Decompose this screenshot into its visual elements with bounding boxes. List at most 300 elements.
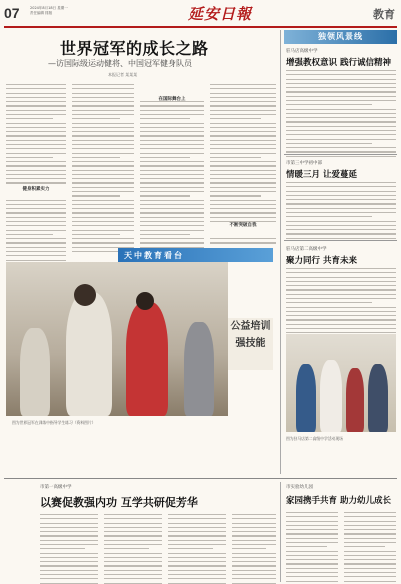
- text-line: [210, 217, 276, 218]
- text-line: [140, 170, 204, 171]
- text-line: [40, 574, 98, 575]
- text-line: [286, 87, 396, 88]
- text-line: [286, 572, 338, 573]
- text-line: [232, 578, 276, 579]
- right-divider-2: [284, 240, 397, 241]
- article-column-2: [72, 84, 134, 255]
- text-line: [168, 565, 226, 566]
- text-line: [286, 302, 372, 303]
- text-line: [286, 83, 396, 84]
- text-line: [286, 186, 396, 187]
- text-line: [286, 182, 396, 183]
- text-line: [168, 561, 226, 562]
- text-line: [286, 216, 372, 217]
- text-line: [72, 157, 120, 158]
- text-line: [6, 204, 66, 205]
- text-line: [210, 204, 276, 205]
- right-item-2-title: 情暖三月 让爱蔓延: [286, 170, 357, 180]
- text-line: [6, 135, 66, 136]
- text-line: [286, 307, 396, 308]
- text-line: [286, 328, 396, 329]
- text-line: [104, 527, 162, 528]
- text-line: [104, 518, 162, 519]
- date-line: 2024年8月18日 星期一 责任编辑 排版: [30, 6, 68, 15]
- text-line: [286, 525, 338, 526]
- text-line: [286, 79, 396, 80]
- text-line: [6, 127, 66, 128]
- text-line: [286, 126, 396, 127]
- text-line: [104, 553, 162, 554]
- text-line: [286, 109, 396, 110]
- text-line: [104, 570, 162, 571]
- newspaper-logo: 延安日報: [188, 5, 253, 23]
- text-line: [286, 96, 396, 97]
- text-line: [286, 130, 396, 131]
- text-line: [286, 319, 396, 320]
- text-line: [6, 170, 66, 171]
- text-line: [6, 84, 66, 85]
- text-line: [140, 242, 204, 243]
- text-line: [72, 88, 134, 89]
- text-line: [40, 527, 98, 528]
- text-line: [286, 147, 396, 148]
- text-line: [140, 123, 204, 124]
- text-line: [168, 548, 213, 549]
- text-line: [6, 255, 66, 256]
- text-line: [286, 156, 396, 157]
- main-subhead: —访国际级运动健将、中国冠军健身队员: [48, 59, 192, 68]
- text-line: [286, 221, 396, 222]
- text-line: [344, 525, 396, 526]
- text-line: [72, 140, 134, 141]
- text-line: [140, 157, 190, 158]
- text-line: [140, 208, 204, 209]
- text-line: [140, 153, 204, 154]
- text-line: [72, 182, 134, 183]
- text-line: [72, 200, 134, 201]
- text-line: [286, 512, 338, 513]
- article-subtitle-1: 健身积累实力: [22, 187, 50, 192]
- text-line: [140, 187, 204, 188]
- text-line: [6, 178, 66, 179]
- text-line: [140, 238, 204, 239]
- text-line: [6, 165, 66, 166]
- text-line: [344, 546, 385, 547]
- text-line: [232, 544, 276, 545]
- right-column-photo: [286, 334, 396, 432]
- text-line: [210, 165, 276, 166]
- bottom-left-column-2: [104, 514, 162, 584]
- text-line: [286, 533, 338, 534]
- text-line: [6, 238, 66, 239]
- text-line: [40, 540, 98, 541]
- text-line: [286, 100, 396, 101]
- text-line: [344, 533, 396, 534]
- text-line: [286, 285, 396, 286]
- text-line: [72, 161, 134, 162]
- bottom-column-divider: [280, 482, 281, 582]
- text-line: [286, 538, 338, 539]
- text-line: [6, 97, 66, 98]
- text-line: [140, 221, 204, 222]
- text-line: [72, 174, 134, 175]
- text-line: [286, 268, 396, 269]
- text-line: [168, 570, 226, 571]
- text-line: [72, 144, 134, 145]
- text-line: [40, 514, 98, 515]
- text-line: [104, 574, 162, 575]
- bottom-left-column-3: [168, 514, 226, 584]
- text-line: [168, 535, 226, 536]
- text-line: [72, 178, 134, 179]
- text-line: [140, 200, 204, 201]
- text-line: [210, 148, 276, 149]
- text-line: [72, 195, 120, 196]
- right-item-1-text: [286, 70, 396, 160]
- text-line: [286, 324, 396, 325]
- text-line: [140, 114, 204, 115]
- text-line: [140, 140, 204, 141]
- right-item-3-text: [286, 268, 396, 337]
- text-line: [232, 531, 276, 532]
- text-line: [104, 514, 162, 515]
- text-line: [286, 576, 338, 577]
- text-line: [6, 247, 66, 248]
- text-line: [72, 191, 134, 192]
- text-line: [6, 260, 66, 261]
- text-line: [286, 151, 396, 152]
- text-line: [104, 548, 149, 549]
- text-line: [168, 574, 226, 575]
- bottom-left-column-4: [232, 514, 276, 584]
- text-line: [344, 581, 396, 582]
- text-line: [286, 143, 372, 144]
- text-line: [286, 229, 396, 230]
- text-line: [286, 294, 396, 295]
- text-line: [210, 105, 276, 106]
- text-line: [210, 88, 276, 89]
- section-label: 教育: [373, 8, 395, 21]
- text-line: [344, 521, 396, 522]
- text-line: [344, 542, 396, 543]
- text-line: [286, 281, 396, 282]
- text-line: [104, 540, 162, 541]
- text-line: [168, 540, 226, 541]
- text-line: [286, 559, 338, 560]
- right-item-1-title: 增强教权意识 践行诚信精神: [286, 58, 391, 68]
- text-line: [286, 529, 338, 530]
- text-line: [6, 200, 66, 201]
- text-line: [6, 101, 66, 102]
- text-line: [140, 230, 204, 231]
- text-line: [40, 548, 85, 549]
- text-line: [210, 195, 261, 196]
- text-line: [6, 110, 66, 111]
- text-line: [6, 217, 66, 218]
- text-line: [104, 565, 162, 566]
- text-line: [140, 135, 204, 136]
- text-line: [6, 93, 66, 94]
- text-line: [6, 157, 53, 158]
- text-line: [232, 523, 276, 524]
- text-line: [6, 88, 66, 89]
- text-line: [72, 217, 134, 218]
- text-line: [6, 161, 66, 162]
- text-line: [232, 548, 266, 549]
- text-line: [6, 225, 66, 226]
- text-line: [72, 148, 134, 149]
- text-line: [72, 234, 120, 235]
- text-line: [286, 298, 396, 299]
- text-line: [6, 234, 53, 235]
- text-line: [232, 570, 276, 571]
- text-line: [72, 127, 134, 128]
- text-line: [210, 140, 276, 141]
- text-line: [210, 93, 276, 94]
- text-line: [210, 144, 276, 145]
- text-line: [286, 315, 396, 316]
- text-line: [168, 557, 226, 558]
- text-line: [210, 182, 276, 183]
- main-byline: 本报记者 某某某: [108, 72, 138, 77]
- text-line: [40, 518, 98, 519]
- text-line: [40, 557, 98, 558]
- text-line: [210, 161, 276, 162]
- text-line: [210, 200, 276, 201]
- text-line: [168, 531, 226, 532]
- right-item-2-school: 市第三中学初中部: [286, 161, 322, 166]
- text-line: [286, 581, 338, 582]
- text-line: [286, 121, 396, 122]
- text-line: [286, 272, 396, 273]
- text-line: [286, 546, 327, 547]
- text-line: [72, 242, 134, 243]
- text-line: [104, 523, 162, 524]
- article-column-3: [140, 84, 204, 255]
- text-line: [140, 165, 204, 166]
- text-line: [72, 165, 134, 166]
- text-line: [210, 118, 261, 119]
- bottom-left-column-1: [40, 514, 98, 584]
- text-line: [286, 134, 396, 135]
- text-line: [40, 565, 98, 566]
- text-line: [72, 105, 134, 106]
- text-line: [210, 110, 276, 111]
- text-line: [286, 516, 338, 517]
- text-line: [140, 105, 204, 106]
- text-line: [232, 540, 276, 541]
- text-line: [72, 225, 134, 226]
- text-line: [232, 574, 276, 575]
- text-line: [6, 182, 66, 183]
- text-line: [344, 559, 396, 560]
- text-line: [168, 553, 226, 554]
- bottom-right-title: 家园携手共育 助力幼儿成长: [286, 496, 391, 506]
- text-line: [344, 555, 396, 556]
- text-line: [72, 84, 134, 85]
- text-line: [6, 208, 66, 209]
- text-line: [72, 97, 134, 98]
- text-line: [140, 212, 204, 213]
- text-line: [286, 191, 396, 192]
- text-line: [140, 161, 204, 162]
- text-line: [210, 97, 276, 98]
- right-item-3-title: 聚力同行 共育未来: [286, 256, 357, 266]
- text-line: [286, 91, 396, 92]
- text-line: [286, 225, 396, 226]
- text-line: [104, 544, 162, 545]
- text-line: [104, 535, 162, 536]
- text-line: [40, 578, 98, 579]
- text-line: [140, 118, 190, 119]
- text-line: [232, 553, 276, 554]
- text-line: [286, 568, 338, 569]
- text-line: [210, 135, 276, 136]
- text-line: [72, 135, 134, 136]
- right-item-2-text: [286, 182, 396, 242]
- text-line: [140, 131, 204, 132]
- text-line: [286, 195, 396, 196]
- text-line: [168, 578, 226, 579]
- text-line: [232, 535, 276, 536]
- text-line: [72, 230, 134, 231]
- text-line: [72, 153, 134, 154]
- text-line: [6, 114, 66, 115]
- text-line: [40, 561, 98, 562]
- text-line: [210, 238, 276, 239]
- text-line: [286, 521, 338, 522]
- text-line: [286, 233, 396, 234]
- text-line: [286, 139, 396, 140]
- text-line: [140, 144, 204, 145]
- text-line: [72, 170, 134, 171]
- text-line: [286, 113, 396, 114]
- main-headline: 世界冠军的成长之路: [60, 39, 209, 58]
- section-banner: 天中教育看台: [118, 248, 273, 262]
- text-line: [6, 230, 66, 231]
- text-line: [140, 195, 190, 196]
- text-line: [210, 187, 276, 188]
- text-line: [140, 174, 204, 175]
- text-line: [104, 531, 162, 532]
- text-line: [232, 557, 276, 558]
- right-photo-caption: 图为驻马店第二高级中学活动现场: [286, 436, 343, 441]
- text-line: [286, 208, 396, 209]
- text-line: [140, 148, 204, 149]
- text-line: [40, 553, 98, 554]
- text-line: [6, 242, 66, 243]
- text-line: [344, 563, 396, 564]
- article-subtitle-3: 不断突破自我: [229, 223, 257, 228]
- right-item-3-school: 驻马店第二高级中学: [286, 247, 327, 252]
- text-line: [140, 110, 204, 111]
- text-line: [286, 289, 396, 290]
- text-line: [140, 191, 204, 192]
- text-line: [344, 576, 396, 577]
- text-line: [40, 570, 98, 571]
- text-line: [104, 557, 162, 558]
- main-photo-caption: 图为世界冠军在训练中指导学生练习（资料图片）: [12, 420, 96, 425]
- text-line: [6, 131, 66, 132]
- text-line: [6, 123, 66, 124]
- text-line: [210, 153, 276, 154]
- text-line: [286, 542, 338, 543]
- text-line: [140, 127, 204, 128]
- text-line: [140, 234, 190, 235]
- text-line: [286, 117, 396, 118]
- text-line: [168, 523, 226, 524]
- text-line: [210, 84, 276, 85]
- column-divider: [280, 30, 281, 474]
- text-line: [210, 242, 276, 243]
- text-line: [210, 131, 276, 132]
- text-line: [72, 221, 134, 222]
- text-line: [72, 93, 134, 94]
- bottom-left-school: 市第一高级中学: [40, 485, 72, 490]
- article-subtitle-2: 在国际舞台上: [158, 97, 186, 102]
- text-line: [286, 551, 338, 552]
- text-line: [104, 578, 162, 579]
- page-number: 07: [4, 5, 20, 21]
- text-line: [168, 518, 226, 519]
- text-line: [210, 212, 276, 213]
- article-column-1: [6, 84, 66, 264]
- text-line: [6, 251, 66, 252]
- text-line: [210, 174, 276, 175]
- text-line: [210, 208, 276, 209]
- text-line: [232, 561, 276, 562]
- text-line: [72, 131, 134, 132]
- text-line: [344, 529, 396, 530]
- text-line: [40, 531, 98, 532]
- text-line: [72, 187, 134, 188]
- text-line: [140, 225, 204, 226]
- text-line: [140, 178, 204, 179]
- text-line: [40, 535, 98, 536]
- text-line: [210, 170, 276, 171]
- text-line: [72, 118, 120, 119]
- text-line: [72, 101, 134, 102]
- text-line: [6, 174, 66, 175]
- text-line: [6, 212, 66, 213]
- text-line: [140, 217, 204, 218]
- text-line: [40, 544, 98, 545]
- text-line: [72, 114, 134, 115]
- text-line: [140, 182, 204, 183]
- text-line: [72, 123, 134, 124]
- text-line: [232, 527, 276, 528]
- text-line: [286, 212, 396, 213]
- text-line: [344, 538, 396, 539]
- text-line: [232, 518, 276, 519]
- text-line: [210, 157, 261, 158]
- text-line: [344, 572, 396, 573]
- text-line: [344, 568, 396, 569]
- text-line: [40, 523, 98, 524]
- text-line: [210, 127, 276, 128]
- bottom-left-title: 以赛促教强内功 互学共研促芳华: [40, 496, 198, 509]
- right-item-1-school: 驻马店高级中学: [286, 49, 318, 54]
- text-line: [286, 563, 338, 564]
- text-line: [344, 516, 396, 517]
- bottom-right-column-1: [286, 512, 338, 584]
- text-line: [210, 123, 276, 124]
- text-line: [210, 178, 276, 179]
- text-line: [286, 311, 396, 312]
- main-article-photo: [6, 262, 228, 416]
- text-line: [210, 114, 276, 115]
- text-line: [6, 221, 66, 222]
